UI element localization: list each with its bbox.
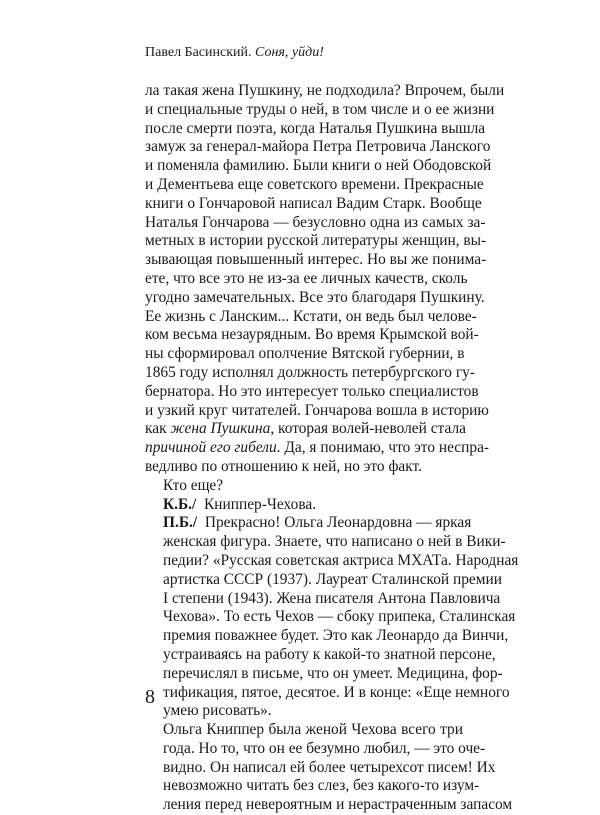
text-line: видно. Он написал ей более четырехсот писем! Их (163, 758, 496, 776)
text-line: Чехова». То есть Чехов — сбоку припека, Сталинская (163, 608, 516, 626)
text-line: перечислял в письме, что он умеет. Медицина, фор- (163, 664, 503, 682)
speaker-label: П.Б./ (163, 514, 198, 532)
text-line: замуж за генерал-майора Петра Петровича Ланского (145, 138, 491, 156)
text-line: Ее жизнь с Ланским... Кстати, он ведь был челове- (145, 307, 477, 325)
text-line: Кто еще? (163, 476, 224, 494)
body-text (145, 82, 519, 815)
text-line: и специальные труды о ней, в том числе и о ее жизни (145, 100, 495, 118)
text-line: угодно замечательных. Все это благодаря Пушкину. (145, 288, 485, 306)
paragraph-knipper (145, 721, 513, 815)
text-line (145, 439, 490, 458)
text-line: и поменяла фамилию. Были книги о ней Ободовской (145, 157, 492, 175)
text-line: артистка СССР (1937). Лауреат Сталинской премии (163, 570, 502, 588)
text-line: после смерти поэта, когда Наталья Пушкина вышла (145, 119, 486, 137)
text-line: невозможно читать без слез, без какого-то изум- (163, 777, 480, 795)
text-line: ла такая жена Пушкину, не подходила? Впрочем, были (145, 82, 505, 99)
text-line: ления перед невероятным и нерастраченным запасом (163, 796, 513, 814)
text-line (145, 514, 472, 533)
text-line: ны сформировал ополчение Вятской губернии, в (145, 345, 465, 363)
paragraph-pushkina (145, 82, 505, 477)
text-run: Книппер-Чехова. (204, 495, 317, 513)
speaker-label: К.Б./ (163, 495, 197, 513)
author-name: Павел Басинский. (145, 45, 252, 60)
text-line: ете, что все это не из-за ее личных качеств, сколь (145, 269, 468, 287)
text-line (145, 420, 466, 439)
text-line: года. Но то, что он ее безумно любил, — это оче- (163, 739, 486, 757)
text-line: устраиваясь на работу к какой-то знатной персоне, (163, 645, 496, 663)
text-line: и Дементьева еще советского времени. Прекрасные (145, 175, 484, 193)
text-line: Наталья Гончарова — безусловно одна из самых за- (145, 213, 486, 231)
text-line: умею рисовать». (163, 702, 272, 720)
text-line: зывающая повышенный интерес. Но вы же понима- (145, 251, 487, 269)
dialogue-pb (145, 514, 519, 721)
text-line: I степени (1943). Жена писателя Антона Павловича (163, 589, 501, 607)
text-line: бернатора. Но это интересует только специалистов (145, 382, 479, 400)
text-line: метных в истории русской литературы женщин, вы- (145, 232, 487, 250)
text-run: , которая волей-неволей стала (270, 420, 466, 438)
text-line: ведливо по отношению к ней, но это факт. (145, 457, 422, 475)
text-run: Прекрасно! Ольга Леонардовна — яркая (204, 514, 472, 532)
text-line: и узкий круг читателей. Гончарова вошла в историю (145, 401, 489, 419)
book-title: Соня, уйди! (255, 45, 324, 60)
text-line: ком весьма незаурядным. Во время Крымской вой- (145, 326, 479, 344)
text-run: как (145, 420, 171, 438)
text-run: . Да, я понимаю, что это неспра- (276, 439, 490, 457)
emphasis-text: жена Пушкина (170, 420, 271, 438)
question-line (145, 477, 463, 496)
text-line: педии? «Русская советская актриса МХАТа. Народная (163, 551, 519, 569)
text-line: Ольга Книппер была женой Чехова всего три (163, 721, 463, 739)
text-line (145, 496, 463, 515)
text-line: 1865 году исполнял должность петербургского гу- (145, 363, 475, 381)
text-line: тификация, пятое, десятое. И в конце: «Еще немного (163, 683, 510, 701)
page-number: 8 (145, 686, 155, 708)
dialogue-kb (145, 496, 463, 515)
text-line: женская фигура. Знаете, что написано о ней в Вики- (163, 533, 506, 551)
text-line: премия поважнее будет. Это как Леонардо да Винчи, (163, 627, 509, 645)
emphasis-text: причиной его гибели (145, 439, 277, 457)
text-line: книги о Гончаровой написал Вадим Старк. Вообще (145, 194, 482, 212)
running-head (145, 44, 324, 62)
